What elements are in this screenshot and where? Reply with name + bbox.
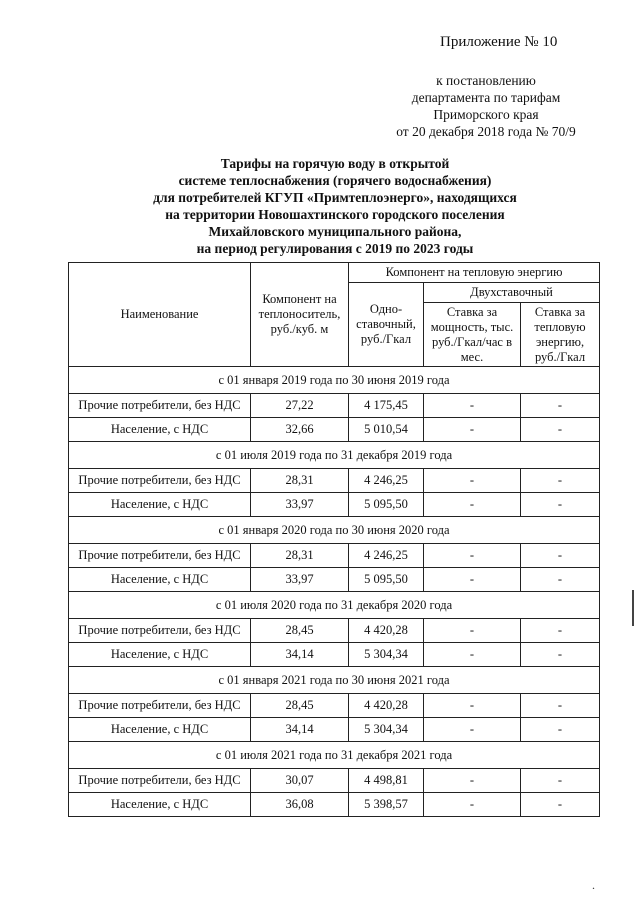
table-row	[69, 718, 600, 742]
table-row	[69, 619, 600, 643]
energy-rate-value: -	[521, 418, 600, 442]
capacity-rate-value: -	[424, 793, 521, 817]
single-rate-value: 5 095,50	[349, 568, 424, 592]
appendix-number: Приложение № 10	[440, 34, 558, 50]
single-rate-value: 4 420,28	[349, 694, 424, 718]
table-row	[69, 568, 600, 592]
resolution-line: от 20 декабря 2018 года № 70/9	[396, 124, 576, 139]
period-header: с 01 июля 2019 года по 31 декабря 2019 года	[69, 442, 600, 469]
energy-rate-value: -	[521, 394, 600, 418]
consumer-name: Население, с НДС	[69, 643, 251, 667]
single-rate-value: 5 010,54	[349, 418, 424, 442]
consumer-name: Прочие потребители, без НДС	[69, 769, 251, 793]
single-rate-value: 4 498,81	[349, 769, 424, 793]
carrier-value: 33,97	[251, 568, 349, 592]
single-rate-value: 4 420,28	[349, 619, 424, 643]
single-rate-value: 5 095,50	[349, 493, 424, 517]
header-energy-component: Компонент на тепловую энергию	[349, 263, 600, 283]
carrier-value: 27,22	[251, 394, 349, 418]
energy-rate-value: -	[521, 469, 600, 493]
energy-rate-value: -	[521, 694, 600, 718]
header-energy-rate: Ставка за тепловую энергию, руб./Гкал	[521, 303, 600, 367]
period-header: с 01 июля 2020 года по 31 декабря 2020 года	[69, 592, 600, 619]
single-rate-value: 5 398,57	[349, 793, 424, 817]
resolution-reference	[370, 72, 602, 140]
carrier-value: 34,14	[251, 718, 349, 742]
carrier-value: 32,66	[251, 418, 349, 442]
resolution-line: Приморского края	[433, 107, 539, 122]
carrier-value: 28,31	[251, 469, 349, 493]
consumer-name: Прочие потребители, без НДС	[69, 694, 251, 718]
carrier-value: 28,45	[251, 619, 349, 643]
table-row	[69, 769, 600, 793]
table-row	[69, 793, 600, 817]
title-line: Тарифы на горячую воду в открытой	[220, 156, 450, 171]
carrier-value: 34,14	[251, 643, 349, 667]
scan-edge-mark	[632, 590, 634, 626]
single-rate-value: 5 304,34	[349, 718, 424, 742]
energy-rate-value: -	[521, 643, 600, 667]
energy-rate-value: -	[521, 718, 600, 742]
consumer-name: Прочие потребители, без НДС	[69, 394, 251, 418]
carrier-value: 30,07	[251, 769, 349, 793]
carrier-value: 28,45	[251, 694, 349, 718]
carrier-value: 28,31	[251, 544, 349, 568]
table-row	[69, 493, 600, 517]
single-rate-value: 5 304,34	[349, 643, 424, 667]
table-row	[69, 469, 600, 493]
header-name: Наименование	[69, 263, 251, 367]
energy-rate-value: -	[521, 544, 600, 568]
period-header: с 01 января 2019 года по 30 июня 2019 года	[69, 367, 600, 394]
single-rate-value: 4 175,45	[349, 394, 424, 418]
energy-rate-value: -	[521, 619, 600, 643]
capacity-rate-value: -	[424, 769, 521, 793]
consumer-name: Население, с НДС	[69, 793, 251, 817]
capacity-rate-value: -	[424, 694, 521, 718]
consumer-name: Население, с НДС	[69, 418, 251, 442]
title-line: для потребителей КГУП «Примтеплоэнерго», находящихся	[153, 190, 517, 205]
capacity-rate-value: -	[424, 568, 521, 592]
carrier-value: 36,08	[251, 793, 349, 817]
table-row	[69, 418, 600, 442]
capacity-rate-value: -	[424, 469, 521, 493]
period-header: с 01 января 2021 года по 30 июня 2021 года	[69, 667, 600, 694]
header-capacity-rate: Ставка за мощность, тыс. руб./Гкал/час в мес.	[424, 303, 521, 367]
consumer-name: Прочие потребители, без НДС	[69, 544, 251, 568]
consumer-name: Прочие потребители, без НДС	[69, 619, 251, 643]
carrier-value: 33,97	[251, 493, 349, 517]
page-mark: .	[592, 878, 595, 892]
capacity-rate-value: -	[424, 418, 521, 442]
single-rate-value: 4 246,25	[349, 544, 424, 568]
consumer-name: Население, с НДС	[69, 493, 251, 517]
period-header: с 01 июля 2021 года по 31 декабря 2021 года	[69, 742, 600, 769]
energy-rate-value: -	[521, 793, 600, 817]
energy-rate-value: -	[521, 568, 600, 592]
table-row	[69, 544, 600, 568]
table-row	[69, 394, 600, 418]
title-line: системе теплоснабжения (горячего водоснабжения)	[178, 173, 492, 188]
tariff-table	[68, 262, 600, 817]
capacity-rate-value: -	[424, 493, 521, 517]
energy-rate-value: -	[521, 493, 600, 517]
capacity-rate-value: -	[424, 619, 521, 643]
header-single-rate: Одно-ставочный, руб./Гкал	[349, 283, 424, 367]
single-rate-value: 4 246,25	[349, 469, 424, 493]
document-title	[70, 155, 600, 257]
capacity-rate-value: -	[424, 718, 521, 742]
table-row	[69, 694, 600, 718]
title-line: на период регулирования с 2019 по 2023 годы	[196, 241, 474, 256]
header-carrier-component: Компонент на теплоноситель, руб./куб. м	[251, 263, 349, 367]
resolution-line: департамента по тарифам	[411, 90, 561, 105]
energy-rate-value: -	[521, 769, 600, 793]
consumer-name: Прочие потребители, без НДС	[69, 469, 251, 493]
resolution-line: к постановлению	[436, 73, 536, 88]
header-two-rate: Двухставочный	[424, 283, 600, 303]
capacity-rate-value: -	[424, 643, 521, 667]
capacity-rate-value: -	[424, 394, 521, 418]
period-header: с 01 января 2020 года по 30 июня 2020 года	[69, 517, 600, 544]
consumer-name: Население, с НДС	[69, 568, 251, 592]
capacity-rate-value: -	[424, 544, 521, 568]
title-line: Михайловского муниципального района,	[208, 224, 462, 239]
consumer-name: Население, с НДС	[69, 718, 251, 742]
table-row	[69, 643, 600, 667]
title-line: на территории Новошахтинского городского поселения	[165, 207, 505, 222]
